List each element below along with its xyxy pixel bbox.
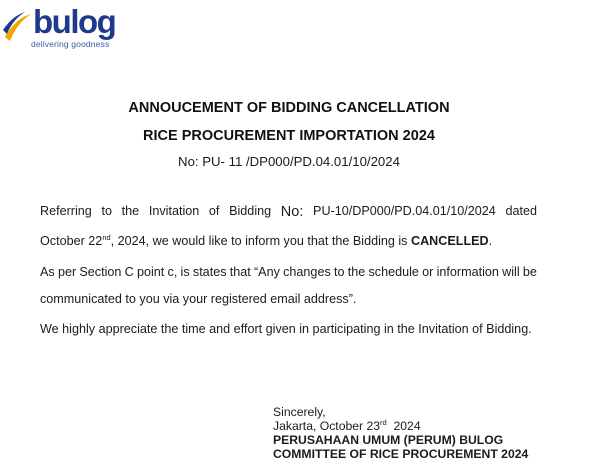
- paragraph-2-line-2: communicated to you via your registered email address”.: [40, 292, 357, 306]
- word: schedule: [368, 265, 419, 279]
- word: changes: [283, 265, 331, 279]
- bidding-no-label: No:: [280, 204, 304, 220]
- bulog-swoosh-icon: [3, 6, 33, 46]
- word: states: [192, 265, 227, 279]
- cancelled-status: CANCELLED: [410, 234, 489, 248]
- word: point: [136, 265, 165, 279]
- date-ordinal: nd: [102, 232, 111, 242]
- word: the: [121, 204, 140, 218]
- word: to: [333, 265, 345, 279]
- signature-place-date: [273, 419, 421, 433]
- word: information: [436, 265, 499, 279]
- signature-committee: COMMITTEE OF RICE PROCUREMENT 2024: [273, 447, 529, 461]
- paragraph-1-line-1: [40, 204, 537, 220]
- paragraph-1-text: , 2024, we would like to inform you that the Bidding is: [110, 234, 411, 248]
- word: is: [180, 265, 190, 279]
- bidding-date: October 22: [40, 234, 103, 248]
- word: per: [57, 265, 77, 279]
- word: to: [101, 204, 112, 218]
- reference-number: No: PU- 11 /DP000/PD.04.01/10/2024: [178, 154, 400, 169]
- word: that: [229, 265, 251, 279]
- word: As: [40, 265, 55, 279]
- period: .: [488, 234, 493, 248]
- paragraph-1-line-2: [40, 234, 537, 248]
- word: the: [347, 265, 366, 279]
- word: Invitation: [148, 204, 200, 218]
- paragraph-2-line-1: [40, 265, 537, 279]
- signature-year: 2024: [386, 419, 421, 433]
- word: Referring: [40, 204, 92, 218]
- bulog-logo: [3, 3, 133, 52]
- word: C: [124, 265, 134, 279]
- signature-closing: Sincerely,: [273, 405, 326, 419]
- word: “Any: [253, 265, 280, 279]
- signature-date: Jakarta, October 23: [273, 419, 381, 433]
- date-ordinal: rd: [380, 417, 387, 427]
- paragraph-3: We highly appreciate the time and effort given in participating in the Invitation of Bidding.: [40, 322, 532, 336]
- word: Section: [79, 265, 122, 279]
- word: or: [422, 265, 434, 279]
- signature-organization: PERUSAHAAN UMUM (PERUM) BULOG: [273, 433, 504, 447]
- logo-wordmark: bulog: [33, 3, 116, 40]
- word: c,: [167, 265, 178, 279]
- logo-tagline: delivering goodness: [31, 39, 110, 49]
- bidding-reference: PU-10/DP000/PD.04.01/10/2024: [313, 204, 496, 218]
- word: of: [208, 204, 220, 218]
- document-title: ANNOUCEMENT OF BIDDING CANCELLATION: [128, 100, 450, 116]
- word: will: [502, 265, 520, 279]
- document-subtitle: RICE PROCUREMENT IMPORTATION 2024: [143, 128, 435, 144]
- word: Bidding: [229, 204, 272, 218]
- word: dated: [505, 204, 537, 218]
- word: be: [522, 265, 537, 279]
